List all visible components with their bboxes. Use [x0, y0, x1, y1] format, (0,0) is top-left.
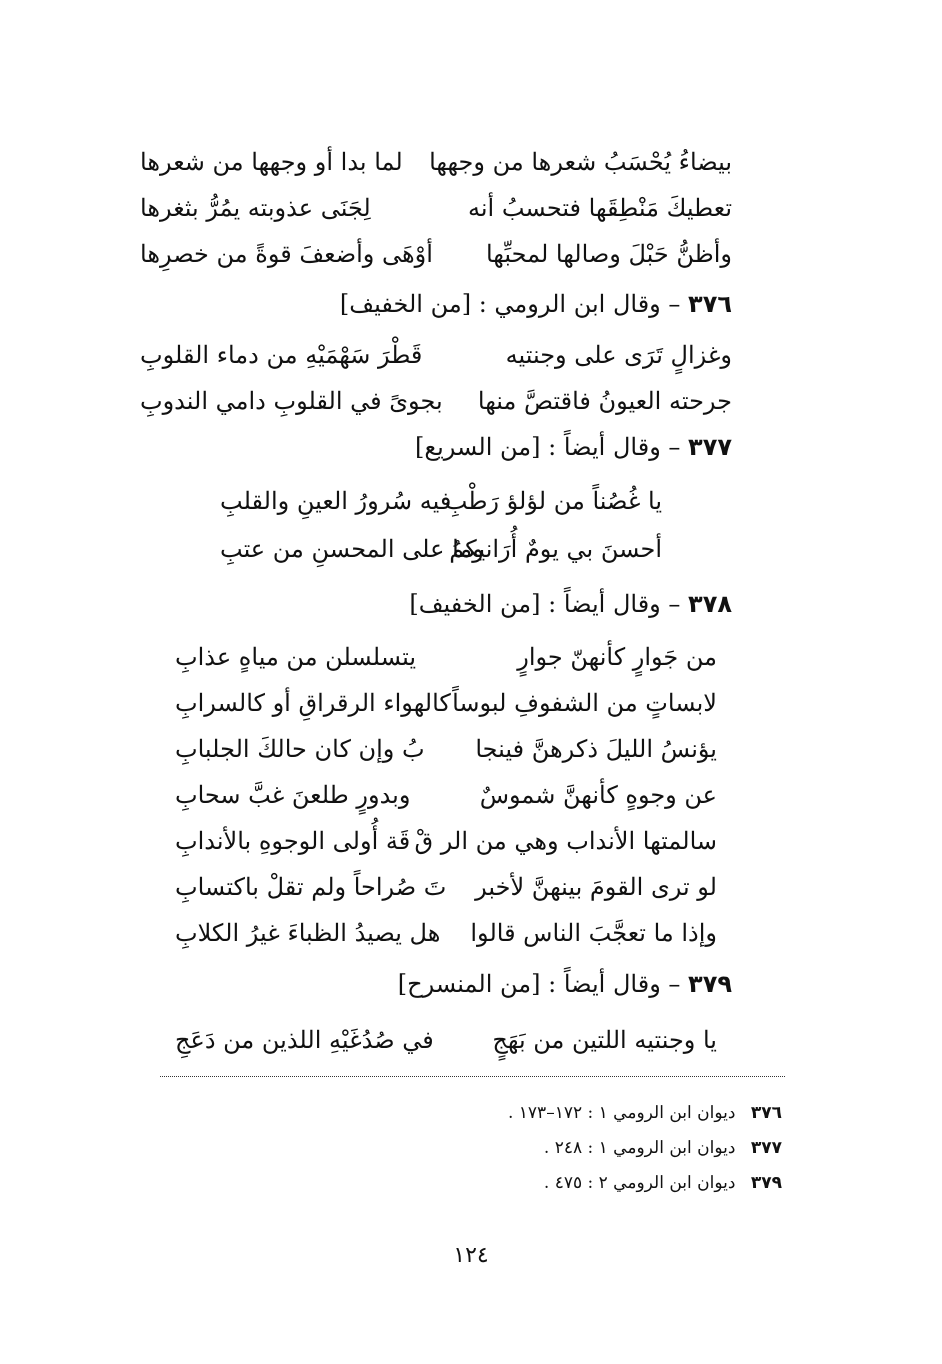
verse-hemistich-first: يا وجنتيه اللتين من بَهَجٍ — [492, 1026, 717, 1054]
verse-hemistich-first: سالمتها الأنداب وهي من الر قْ — [414, 827, 717, 855]
footnote-number: ٣٧٦ — [750, 1103, 782, 1123]
verse-hemistich-second: كالهواء الرقراقِ أو كالسرابِ — [175, 689, 451, 717]
verse-hemistich-first: وغزالٍ تَرَى على وجنتيه — [505, 341, 732, 369]
verse-hemistich-first: أحسنَ بي يومٌ أُرَانيكمُ — [449, 535, 662, 563]
footnote-divider — [160, 1076, 785, 1077]
verse-hemistich-second: وبدورٍ طلعنَ غبَّ سحابِ — [175, 781, 411, 809]
verse-hemistich-second: في صُدُغَيْهِ اللذين من دَعَجِ — [175, 1026, 434, 1054]
section-number: ٣٧٧ — [688, 433, 732, 461]
footnote — [544, 1173, 782, 1193]
footnote-number: ٣٧٩ — [750, 1173, 782, 1193]
footnote-text: ديوان ابن الرومي ٢ : ٤٧٥ . — [543, 1173, 736, 1193]
verse-hemistich-first: جرحته العيونُ فاقتصَّ منها — [477, 387, 732, 415]
verse-hemistich-second: تَ صُراحاً ولم تقلْ باكتسابِ — [175, 873, 447, 901]
verse-hemistich-second: لِجَنَى عذوبته يمُرُّ بثغرها — [140, 194, 371, 222]
footnote-text: ديوان ابن الرومي ١ : ١٧٢–١٧٣ . — [507, 1103, 736, 1123]
footnote-text: ديوان ابن الرومي ١ : ٢٤٨ . — [543, 1138, 736, 1158]
verse-hemistich-first: يا غُصُناً من لؤلؤ رَطْبِ — [444, 487, 662, 515]
section-heading-text: – وقال أيضاً : [من السريع] — [414, 433, 681, 461]
verse-hemistich-first: تعطيكَ مَنْطِقَها فتحسبُ أنه — [468, 194, 732, 222]
section-number: ٣٧٦ — [688, 290, 732, 318]
verse-hemistich-first: من جَوارٍ كأنهنّ جوارٍ — [517, 643, 717, 671]
section-heading — [409, 590, 732, 618]
footnote — [508, 1103, 782, 1123]
verse-hemistich-second: أوْهَى وأضعفَ قوةً من خصرِها — [140, 240, 433, 268]
verse-hemistich-first: وأظنُّ حَبْلَ وصالها لمحبِّها — [485, 240, 732, 268]
page-number: ١٢٤ — [453, 1243, 489, 1268]
section-heading — [415, 433, 732, 461]
verse-hemistich-second: بجوىً في القلوبِ دامي الندوبِ — [140, 387, 443, 415]
section-number: ٣٧٨ — [688, 590, 732, 618]
section-heading-text: – وقال أيضاً : [من الخفيف] — [409, 590, 681, 618]
verse-hemistich-first: بيضاءُ يُحْسَبُ شعرها من وجهها — [429, 148, 732, 176]
footnote — [544, 1138, 782, 1158]
verse-hemistich-first: يؤنسُ الليلَ ذكرهنَّ فينجا — [475, 735, 717, 763]
verse-hemistich-first: عن وجوهٍ كأنهنَّ شموسٌ — [479, 781, 717, 809]
verse-hemistich-second: قَطْرَ سَهْمَيْهِ من دماء القلوبِ — [140, 341, 423, 369]
section-heading — [398, 970, 732, 998]
verse-hemistich-second: فيه سُرورُ العينِ والقلبِ — [220, 487, 452, 515]
verse-hemistich-second: هل يصيدُ الظباءَ غيرُ الكلابِ — [175, 919, 441, 947]
verse-hemistich-first: لو ترى القومَ بينهنَّ لأخبر — [475, 873, 717, 901]
footnote-number: ٣٧٧ — [750, 1138, 782, 1158]
section-heading-text: – وقال أيضاً : [من المنسرح] — [397, 970, 681, 998]
verse-hemistich-second: قَة أُولى الوجوهِ بالأندابِ — [175, 827, 411, 855]
verse-hemistich-second: لما بدا أو وجهها من شعرها — [140, 148, 403, 176]
verse-hemistich-first: وإذا ما تعجَّبَ الناس قالوا — [470, 919, 717, 947]
section-number: ٣٧٩ — [688, 970, 732, 998]
verse-hemistich-second: وما على المحسنِ من عتبِ — [220, 535, 484, 563]
verse-hemistich-second: يتسلسلن من مياهٍ عذابِ — [175, 643, 417, 671]
verse-hemistich-second: بُ وإن كان حالكَ الجلبابِ — [175, 735, 425, 763]
verse-hemistich-first: لابساتٍ من الشفوفِ لبوساً — [452, 689, 717, 717]
section-heading-text: – وقال ابن الرومي : [من الخفيف] — [339, 290, 681, 318]
section-heading — [340, 290, 732, 318]
